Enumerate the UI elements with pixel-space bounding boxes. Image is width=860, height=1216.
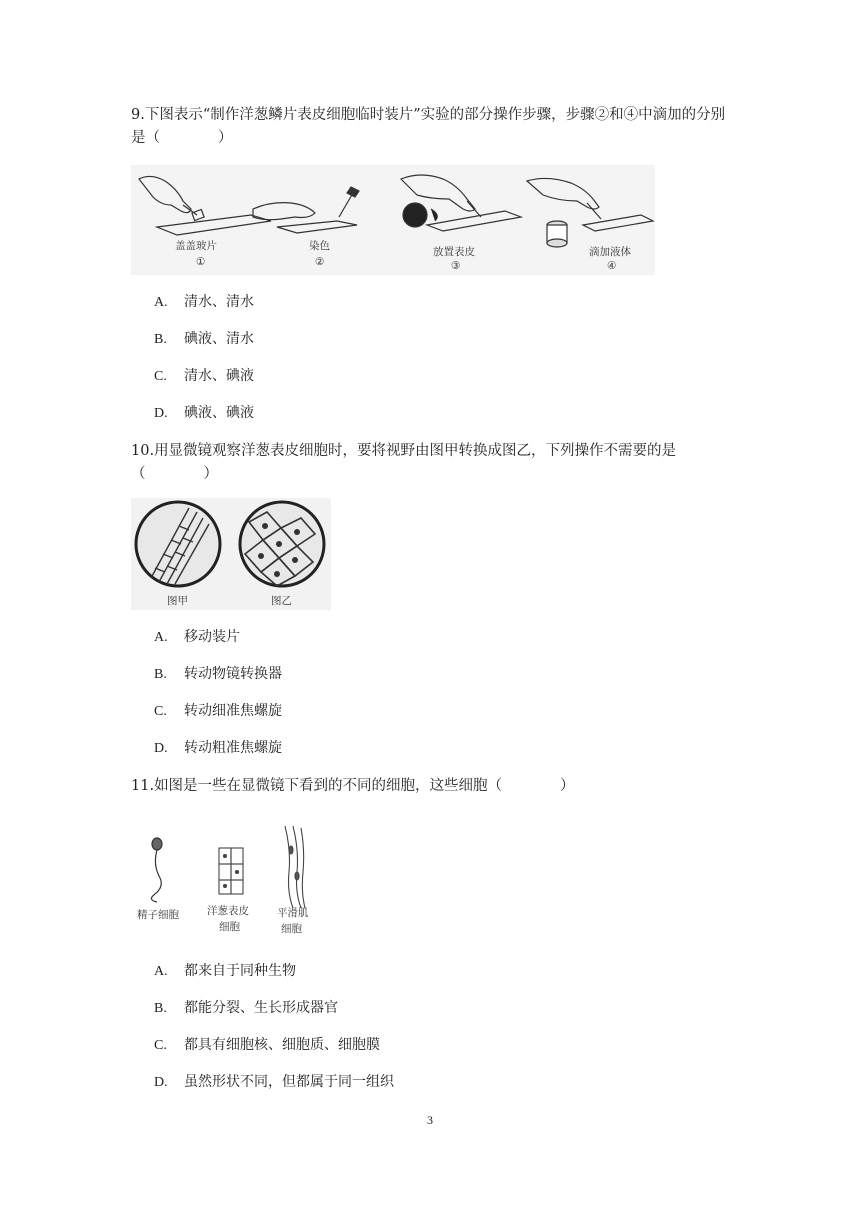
step1-number: ① xyxy=(196,256,206,268)
view-jia-micrograph xyxy=(136,502,220,586)
question-9-option-d[interactable] xyxy=(154,403,254,424)
question-11-option-c[interactable] xyxy=(154,1035,380,1056)
option-text: 清水、碘液 xyxy=(184,368,254,384)
question-number: 10. xyxy=(131,443,155,459)
option-text: 都能分裂、生长形成器官 xyxy=(184,1000,338,1016)
sperm-cell-illustration xyxy=(151,838,162,902)
question-9-option-c[interactable] xyxy=(154,366,254,387)
option-letter: C. xyxy=(154,369,167,384)
question-11-stem xyxy=(131,775,731,798)
question-number: 9. xyxy=(131,107,145,123)
question-text: 下图表示“制作洋葱鳞片表皮细胞临时装片”实验的部分操作步骤，步骤②和④中滴加的分别是（ ） xyxy=(131,107,726,146)
page-number: 3 xyxy=(427,1113,433,1127)
step2-label: 染色 xyxy=(309,240,330,252)
option-letter: A. xyxy=(154,630,168,645)
option-letter: D. xyxy=(154,741,168,756)
option-text: 转动粗准焦螺旋 xyxy=(184,740,282,756)
option-text: 移动装片 xyxy=(184,629,240,645)
view-jia-label: 图甲 xyxy=(167,595,188,607)
question-9-stem xyxy=(131,104,731,150)
step4-label: 滴加液体 xyxy=(589,246,631,258)
option-letter: B. xyxy=(154,1001,167,1016)
option-letter: A. xyxy=(154,964,168,979)
question-10-option-b[interactable] xyxy=(154,664,282,685)
question-10-option-c[interactable] xyxy=(154,701,282,722)
option-letter: B. xyxy=(154,667,167,682)
option-letter: B. xyxy=(154,332,167,347)
step4-number: ④ xyxy=(607,260,617,272)
question-number: 11. xyxy=(131,778,155,794)
option-text: 都来自于同种生物 xyxy=(184,963,296,979)
option-letter: D. xyxy=(154,1075,168,1090)
option-letter: A. xyxy=(154,295,168,310)
question-9-option-a[interactable] xyxy=(154,292,254,313)
question-11-option-d[interactable] xyxy=(154,1072,394,1093)
option-text: 碘液、碘液 xyxy=(184,405,254,421)
question-10-stem xyxy=(131,440,731,486)
question-11-option-b[interactable] xyxy=(154,998,338,1019)
question-10-option-d[interactable] xyxy=(154,738,282,759)
option-letter: C. xyxy=(154,1038,167,1053)
onion-cell-label: 洋葱表皮 xyxy=(207,905,249,917)
step3-label: 放置表皮 xyxy=(433,246,475,258)
option-text: 清水、清水 xyxy=(184,294,254,310)
step2-number: ② xyxy=(315,256,325,268)
question-11-option-a[interactable] xyxy=(154,961,296,982)
question-text: 用显微镜观察洋葱表皮细胞时，要将视野由图甲转换成图乙，下列操作不需要的是（ ） xyxy=(131,443,677,482)
step3-number: ③ xyxy=(451,260,461,272)
option-text: 转动细准焦螺旋 xyxy=(184,703,282,719)
view-yi-micrograph xyxy=(240,502,324,586)
question-10-option-a[interactable] xyxy=(154,627,240,648)
question-10-figure xyxy=(131,498,331,610)
option-text: 都具有细胞核、细胞质、细胞膜 xyxy=(184,1037,380,1053)
option-text: 碘液、清水 xyxy=(184,331,254,347)
onion-cell-label-line2: 细胞 xyxy=(219,921,240,933)
option-text: 虽然形状不同，但都属于同一组织 xyxy=(184,1074,394,1090)
question-9-figure xyxy=(131,165,655,275)
question-text: 如图是一些在显微镜下看到的不同的细胞，这些细胞（ ） xyxy=(154,778,575,794)
muscle-cell-label-line2: 细胞 xyxy=(281,923,302,935)
sperm-cell-label: 精子细胞 xyxy=(137,909,179,921)
option-text: 转动物镜转换器 xyxy=(184,666,282,682)
question-9-option-b[interactable] xyxy=(154,329,254,350)
option-letter: C. xyxy=(154,704,167,719)
question-11-figure xyxy=(131,820,331,938)
step1-label: 盖盖玻片 xyxy=(175,240,217,252)
smooth-muscle-cells-illustration xyxy=(285,826,305,908)
view-yi-label: 图乙 xyxy=(271,595,292,607)
muscle-cell-label: 平滑肌 xyxy=(277,907,309,919)
option-letter: D. xyxy=(154,406,168,421)
onion-epidermal-cells-illustration xyxy=(219,848,243,894)
